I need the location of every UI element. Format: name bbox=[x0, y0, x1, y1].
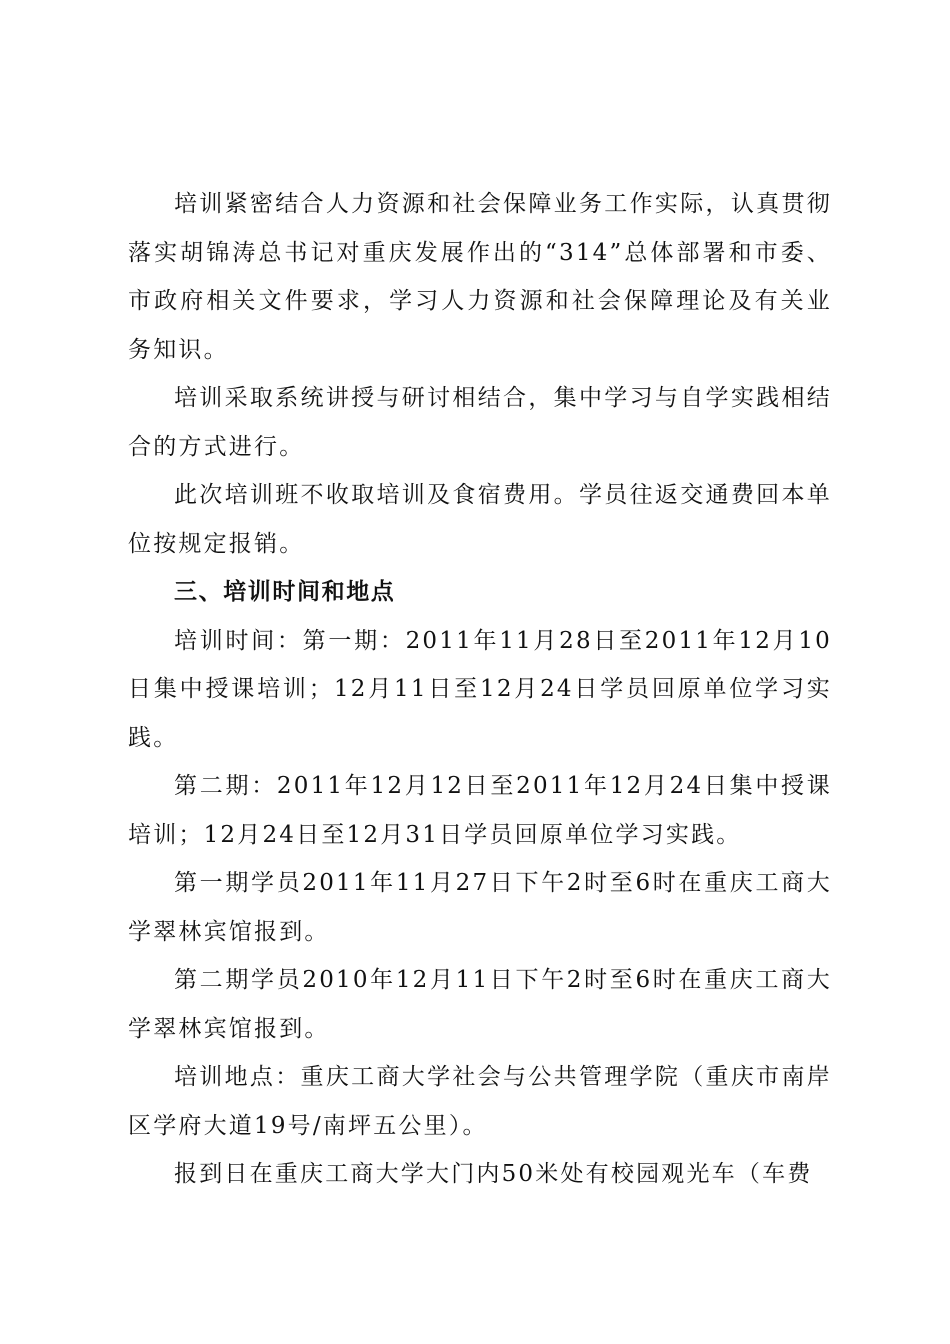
paragraph-registration-phase-1: 第一期学员2011年11月27日下午2时至6时在重庆工商大学翠林宾馆报到。 bbox=[128, 870, 832, 945]
paragraph-training-content: 培训紧密结合人力资源和社会保障业务工作实际，认真贯彻落实胡锦涛总书记对重庆发展作出的“314”总体部署和市委、市政府相关文件要求，学习人力资源和社会保障理论及有关业务知识。 bbox=[128, 191, 832, 363]
paragraph-training-location: 培训地点：重庆工商大学社会与公共管理学院（重庆市南岸区学府大道19号/南坪五公里）。 bbox=[128, 1064, 832, 1139]
paragraph-campus-shuttle: 报到日在重庆工商大学大门内50米处有校园观光车（车费 bbox=[174, 1161, 813, 1187]
paragraph-training-time-phase-1: 培训时间：第一期：2011年11月28日至2011年12月10日集中授课培训；12月11日至12月24日学员回原单位学习实践。 bbox=[128, 627, 832, 751]
section-heading-time-location: 三、培训时间和地点 bbox=[174, 579, 396, 605]
paragraph-training-method: 培训采取系统讲授与研讨相结合，集中学习与自学实践相结合的方式进行。 bbox=[128, 385, 832, 460]
paragraph-training-fees: 此次培训班不收取培训及食宿费用。学员往返交通费回本单位按规定报销。 bbox=[128, 482, 832, 557]
paragraph-registration-phase-2: 第二期学员2010年12月11日下午2时至6时在重庆工商大学翠林宾馆报到。 bbox=[128, 967, 832, 1042]
document-body bbox=[128, 180, 832, 1199]
paragraph-training-time-phase-2: 第二期：2011年12月12日至2011年12月24日集中授课培训；12月24日至12月31日学员回原单位学习实践。 bbox=[128, 773, 832, 848]
